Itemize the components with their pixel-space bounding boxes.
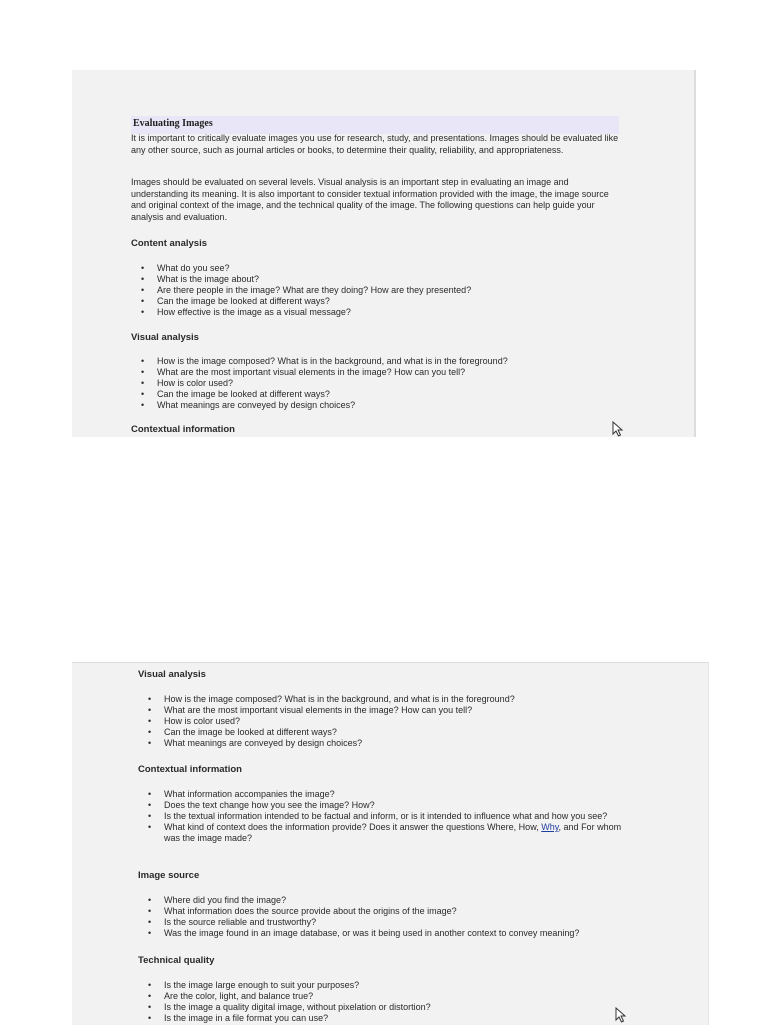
list-item: • Can the image be looked at different ways?: [141, 389, 330, 399]
bullet-icon: •: [148, 800, 152, 810]
bullet-icon: •: [141, 378, 145, 388]
bullet-icon: •: [148, 917, 152, 927]
list-item: • Is the textual information intended to be factual and inform, or is it intended to influence what and how you see?: [148, 811, 608, 821]
bullet-icon: •: [148, 811, 152, 821]
document-page-1: [72, 70, 696, 437]
list-item: • What meanings are conveyed by design choices?: [148, 738, 363, 748]
mouse-cursor-icon: [612, 421, 624, 437]
bullet-icon: •: [148, 727, 152, 737]
list-item: • Is the image a quality digital image, without pixelation or distortion?: [148, 1002, 431, 1012]
bullet-icon: •: [148, 738, 152, 748]
list-item: • Where did you find the image?: [148, 895, 287, 905]
bullet-icon: •: [141, 307, 145, 317]
bullet-icon: •: [141, 356, 145, 366]
contextual-information-heading: Contextual information: [131, 424, 235, 435]
list-item: • What is the image about?: [141, 274, 260, 284]
bullet-icon: •: [148, 716, 152, 726]
bullet-icon: •: [148, 906, 152, 916]
intro-paragraph-2: Images should be evaluated on several levels. Visual analysis is an important step in evaluating an image and understanding its meaning. It is also important to consider textual information provided with the image, the image source and original context of the image, and the technical quality of the image. The following questions can help guide your analysis and evaluation.: [131, 177, 609, 222]
intro-paragraph-1: It is important to critically evaluate images you use for research, study, and presentations. Images should be evaluated like any other source, such as journal articles or books, to determine their quality, reliability, and appropriateness.: [131, 133, 619, 155]
why-link[interactable]: Why: [541, 822, 559, 832]
contextual-information-list: [138, 789, 638, 844]
bullet-icon: •: [148, 1002, 152, 1012]
title-bar: [131, 116, 619, 134]
list-item: • What information accompanies the image?: [148, 789, 335, 799]
list-item: • Are the color, light, and balance true?: [148, 991, 314, 1001]
list-item: • How is the image composed? What is in the background, and what is in the foreground?: [141, 356, 508, 366]
bullet-icon: •: [141, 367, 145, 377]
list-item: • What meanings are conveyed by design choices?: [141, 400, 356, 410]
bullet-icon: •: [141, 296, 145, 306]
list-item: • What information does the source provide about the origins of the image?: [148, 906, 457, 916]
page-title: Evaluating Images: [133, 118, 213, 129]
bullet-icon: •: [141, 389, 145, 399]
bullet-icon: •: [148, 705, 152, 715]
list-item: • Does the text change how you see the image? How?: [148, 800, 375, 810]
technical-quality-list: [138, 980, 638, 1024]
list-item: • Can the image be looked at different ways?: [148, 727, 337, 737]
list-item: • Was the image found in an image database, or was it being used in another context to convey meaning?: [148, 928, 580, 938]
bullet-icon: •: [148, 928, 152, 938]
list-item: • What are the most important visual elements in the image? How can you tell?: [141, 367, 466, 377]
visual-analysis-heading: Visual analysis: [138, 669, 206, 680]
list-item: • Is the image in a file format you can use?: [148, 1013, 329, 1023]
bullet-icon: •: [141, 285, 145, 295]
content-analysis-list: [131, 263, 601, 318]
image-source-heading: Image source: [138, 870, 200, 881]
list-item: • Can the image be looked at different ways?: [141, 296, 330, 306]
mouse-cursor-icon: [615, 1007, 627, 1023]
content-analysis-heading: Content analysis: [131, 238, 208, 249]
visual-analysis-list: [138, 694, 638, 749]
bullet-icon: •: [148, 980, 152, 990]
list-item: • How effective is the image as a visual message?: [141, 307, 351, 317]
list-item: • How is the image composed? What is in the background, and what is in the foreground?: [148, 694, 515, 704]
list-item: • How is color used?: [148, 716, 241, 726]
visual-analysis-heading: Visual analysis: [131, 332, 199, 343]
bullet-icon: •: [141, 274, 145, 284]
list-item: • How is color used?: [141, 378, 234, 388]
list-item: • Is the source reliable and trustworthy?: [148, 917, 317, 927]
technical-quality-heading: Technical quality: [138, 955, 215, 966]
bullet-icon: •: [148, 895, 152, 905]
document-page-2: [72, 662, 709, 1025]
visual-analysis-list: [131, 356, 601, 411]
list-item: • Is the image large enough to suit your purposes?: [148, 980, 360, 990]
bullet-icon: •: [148, 822, 152, 832]
list-item: • What kind of context does the information provide? Does it answer the questions Where, How, Why, and For whom was the image made?: [148, 822, 622, 843]
bullet-icon: •: [141, 400, 145, 410]
list-item: • Are there people in the image? What are they doing? How are they presented?: [141, 285, 472, 295]
bullet-icon: •: [141, 263, 145, 273]
bullet-icon: •: [148, 991, 152, 1001]
list-item: • What are the most important visual elements in the image? How can you tell?: [148, 705, 473, 715]
bullet-icon: •: [148, 1013, 152, 1023]
bullet-icon: •: [148, 694, 152, 704]
list-item: • What do you see?: [141, 263, 230, 273]
image-source-list: [138, 895, 638, 939]
bullet-icon: •: [148, 789, 152, 799]
contextual-information-heading: Contextual information: [138, 764, 242, 775]
